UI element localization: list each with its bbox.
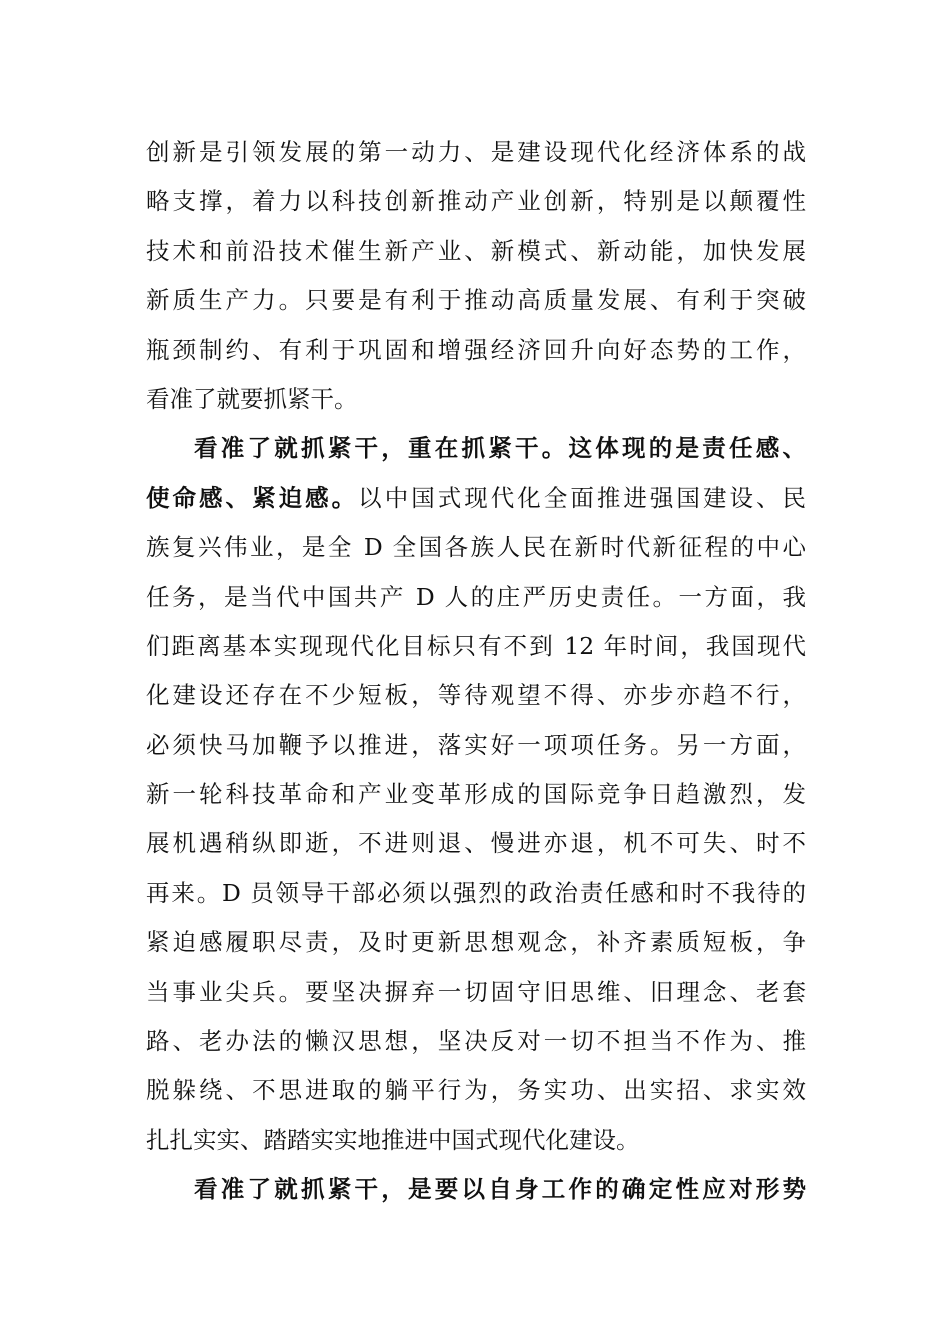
line-text: 化建设还存在不少短板，等待观望不得、亦步亦趋不行， <box>146 681 806 710</box>
text-line <box>146 523 806 572</box>
text-line <box>146 918 806 967</box>
line-text: 脱躲绕、不思进取的躺平行为，务实功、出实招、求实效 <box>146 1076 806 1105</box>
text-line <box>146 276 806 325</box>
text-line <box>146 721 806 770</box>
text-line <box>146 424 806 473</box>
line-text: 略支撑，着力以科技创新推动产业创新，特别是以颠覆性 <box>146 187 806 216</box>
line-text: 任务，是当代中国共产 D 人的庄严历史责任。一方面，我 <box>146 582 806 611</box>
bold-heading-text: 看准了就抓紧干，重在抓紧干。这体现的是责任感、 <box>194 434 806 463</box>
text-line <box>146 1165 806 1214</box>
line-text: 们距离基本实现现代化目标只有不到 12 年时间，我国现代 <box>146 631 806 660</box>
text-line <box>146 573 806 622</box>
text-line <box>146 227 806 276</box>
text-line <box>146 968 806 1017</box>
text-line <box>146 177 806 226</box>
paragraph-1 <box>146 128 806 424</box>
text-line <box>146 770 806 819</box>
text-line <box>146 869 806 918</box>
text-line <box>146 819 806 868</box>
text-line <box>146 375 806 424</box>
line-text: 必须快马加鞭予以推进，落实好一项项任务。另一方面， <box>146 730 806 759</box>
bold-heading-text: 看准了就抓紧干，是要以自身工作的确定性应对形势 <box>194 1175 806 1204</box>
text-line <box>146 1116 806 1165</box>
line-text: 展机遇稍纵即逝，不进则退、慢进亦退，机不可失、时不 <box>146 829 806 858</box>
line-text: 路、老办法的懒汉思想，坚决反对一切不担当不作为、推 <box>146 1027 806 1056</box>
bold-heading-text: 使命感、紧迫感。 <box>146 483 359 512</box>
line-text: 瓶颈制约、有利于巩固和增强经济回升向好态势的工作， <box>146 335 806 364</box>
line-text: 新质生产力。只要是有利于推动高质量发展、有利于突破 <box>146 286 806 315</box>
line-text: 看准了就要抓紧干。 <box>146 384 358 413</box>
text-line <box>146 1017 806 1066</box>
document-body <box>146 128 806 1215</box>
text-line <box>146 474 806 523</box>
line-text: 当事业尖兵。要坚决摒弃一切固守旧思维、旧理念、老套 <box>146 977 806 1006</box>
line-text: 以中国式现代化全面推进强国建设、民 <box>358 483 806 512</box>
line-text: 新一轮科技革命和产业变革形成的国际竞争日趋激烈，发 <box>146 780 806 809</box>
text-line <box>146 326 806 375</box>
line-text: 扎扎实实、踏踏实实地推进中国式现代化建设。 <box>146 1125 640 1154</box>
line-text: 再来。D 员领导干部必须以强烈的政治责任感和时不我待的 <box>146 878 806 907</box>
text-line <box>146 128 806 177</box>
line-text: 族复兴伟业，是全 D 全国各族人民在新时代新征程的中心 <box>146 533 806 562</box>
line-text: 技术和前沿技术催生新产业、新模式、新动能，加快发展 <box>146 236 806 265</box>
paragraph-3 <box>146 1165 806 1214</box>
line-text: 创新是引领发展的第一动力、是建设现代化经济体系的战 <box>146 138 806 166</box>
line-text: 紧迫感履职尽责，及时更新思想观念，补齐素质短板，争 <box>146 928 806 957</box>
text-line <box>146 671 806 720</box>
paragraph-2 <box>146 424 806 1165</box>
text-line <box>146 1066 806 1115</box>
text-line <box>146 622 806 671</box>
